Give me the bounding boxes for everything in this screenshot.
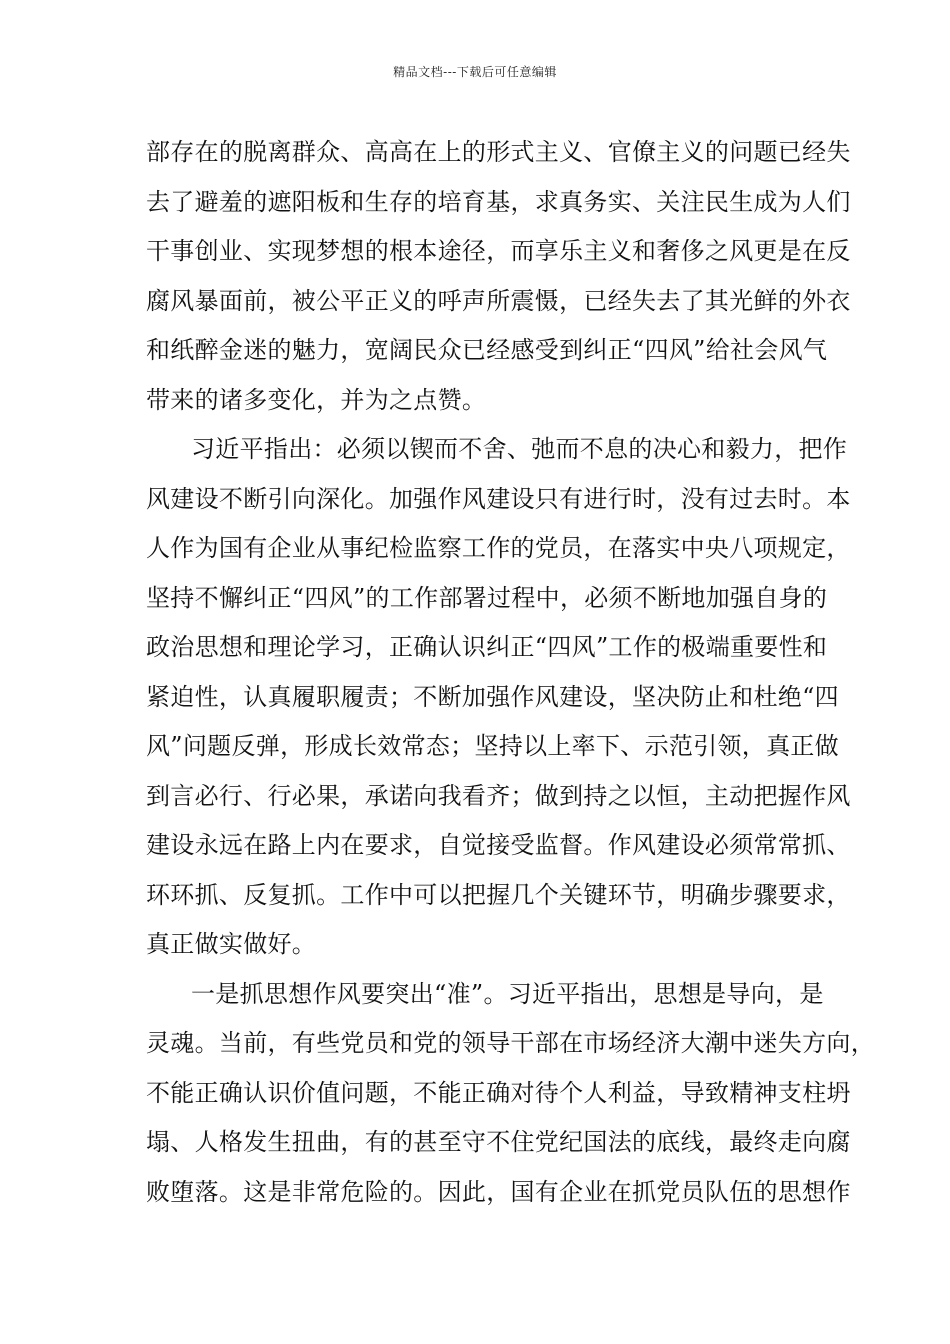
text-line: 灵魂。当前，有些党员和党的领导干部在市场经济大潮中迷失方向， xyxy=(146,1029,875,1057)
text-line: 风建设不断引向深化。加强作风建设只有进行时，没有过去时。本 xyxy=(146,484,851,513)
paragraph-2 xyxy=(146,425,851,970)
text-line: 真正做实做好。 xyxy=(146,930,317,958)
text-line: 败堕落。这是非常危险的。因此，国有企业在抓党员队伍的思想作 xyxy=(146,1177,851,1206)
text-line: 习近平指出：必须以锲而不舍、弛而不息的决心和毅力，把作 xyxy=(191,435,848,463)
text-line: 干事创业、实现梦想的根本途径，而享乐主义和奢侈之风更是在反 xyxy=(146,237,851,265)
paragraph-3 xyxy=(146,970,875,1218)
page-header: 精品文档---下载后可任意编辑 xyxy=(393,65,557,79)
paragraph-1 xyxy=(146,128,851,425)
text-line: 风”问题反弹，形成长效常态；坚持以上率下、示范引领，真正做 xyxy=(146,732,839,760)
text-line: 不能正确认识价值问题，不能正确对待个人利益，导致精神支柱坍 xyxy=(146,1078,851,1107)
text-line: 塌、人格发生扭曲，有的甚至守不住党纪国法的底线，最终走向腐 xyxy=(146,1128,851,1156)
text-line: 部存在的脱离群众、高高在上的形式主义、官僚主义的问题已经失 xyxy=(146,138,851,166)
text-line: 腐风暴面前，被公平正义的呼声所震慑，已经失去了其光鲜的外衣 xyxy=(146,286,851,315)
text-line: 政治思想和理论学习，正确认识纠正“四风”工作的极端重要性和 xyxy=(146,633,828,661)
text-line: 带来的诸多变化，并为之点赞。 xyxy=(146,385,487,414)
text-line: 到言必行、行必果，承诺向我看齐；做到持之以恒，主动把握作风 xyxy=(146,781,851,810)
text-line: 去了避羞的遮阳板和生存的培育基，求真务实、关注民生成为人们 xyxy=(146,187,851,216)
text-line: 环环抓、反复抓。工作中可以把握几个关键环节，明确步骤要求， xyxy=(146,880,851,909)
document-body xyxy=(146,128,875,1217)
text-line: 人作为国有企业从事纪检监察工作的党员，在落实中央八项规定， xyxy=(146,534,851,562)
text-line: 坚持不懈纠正“四风”的工作部署过程中，必须不断地加强自身的 xyxy=(146,583,828,612)
text-line: 建设永远在路上内在要求，自觉接受监督。作风建设必须常常抓、 xyxy=(146,831,851,859)
text-line: 一是抓思想作风要突出“准”。习近平指出，思想是导向，是 xyxy=(191,979,824,1008)
text-line: 和纸醉金迷的魅力，宽阔民众已经感受到纠正“四风”给社会风气 xyxy=(146,336,828,364)
text-line: 紧迫性，认真履职履责；不断加强作风建设，坚决防止和杜绝“四 xyxy=(146,682,839,711)
